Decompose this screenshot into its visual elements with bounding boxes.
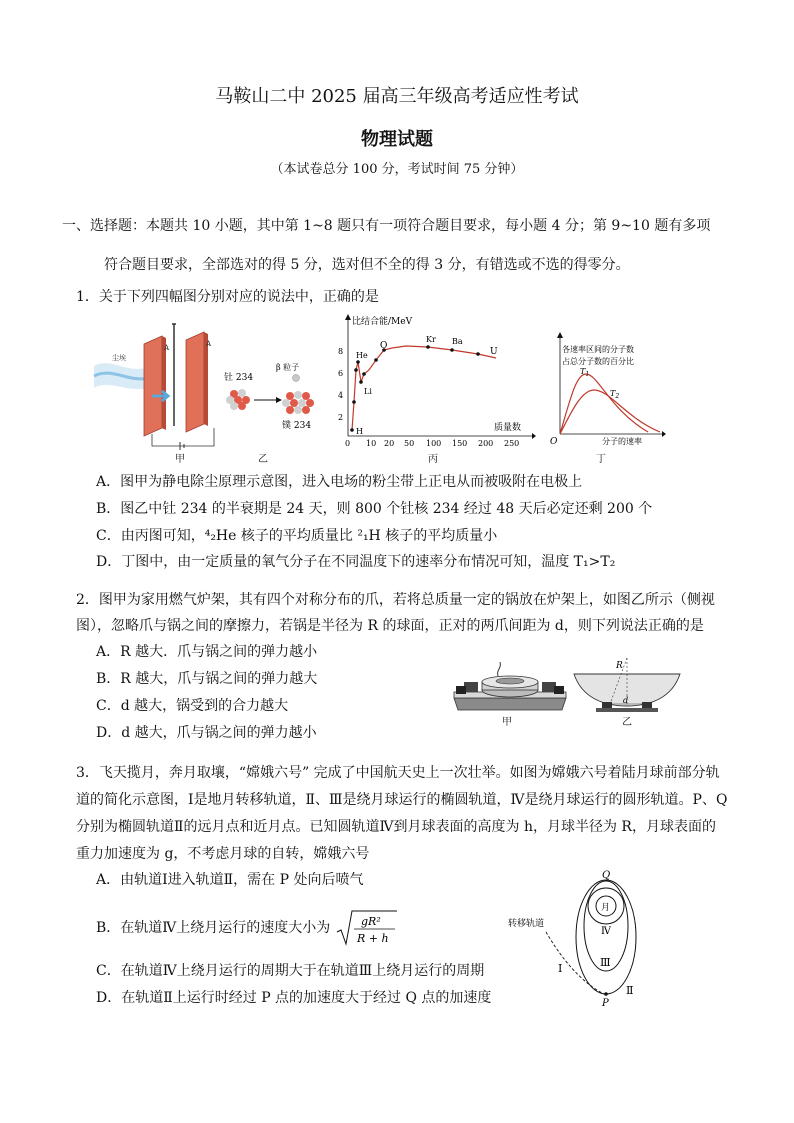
q2-option-c: C．d 越大，锅受到的合力越大 xyxy=(96,698,289,714)
q3-option-b xyxy=(96,908,399,948)
q1-yi-th234: 钍 234 xyxy=(224,373,254,383)
q2-option-a: A．R 越大．爪与锅之间的弹力越小 xyxy=(96,644,318,660)
svg-text:10: 10 xyxy=(366,439,377,448)
exam-title: 马鞍山二中 2025 届高三年级高考适应性考试 xyxy=(215,86,579,107)
q3-fig-transfer-label: 转移轨道 xyxy=(508,919,545,929)
q3-fig-P: P xyxy=(602,998,609,1009)
svg-text:H: H xyxy=(356,427,363,436)
q1-jia-plate-a2: A xyxy=(206,340,212,348)
q3-option-b-prefix: B．在轨道Ⅳ上绕月运行的速度大小为 xyxy=(96,920,331,936)
svg-text:Kr: Kr xyxy=(426,335,436,344)
svg-text:Ba: Ba xyxy=(452,337,463,346)
q3-fig-IV: Ⅳ xyxy=(601,926,611,937)
svg-text:U: U xyxy=(490,347,498,357)
q3-fig-Q: Q xyxy=(602,870,611,881)
q1-fig-bing xyxy=(336,312,536,452)
svg-text:250: 250 xyxy=(504,439,520,448)
q1-yi-beta: β 粒子 xyxy=(276,363,300,372)
q2-yi-d: d xyxy=(623,696,629,705)
q3-fig-III: Ⅲ xyxy=(600,956,611,969)
svg-text:Li: Li xyxy=(364,387,372,396)
q1-stem: 1．关于下列四幅图分别对应的说法中，正确的是 xyxy=(76,289,379,305)
svg-text:O: O xyxy=(380,341,388,351)
q2-yi-R: R xyxy=(616,661,623,671)
q1-fig-yi-label: 乙 xyxy=(258,454,268,465)
q3-option-b-den: R + h xyxy=(356,932,389,945)
q2-fig-jia-label: 甲 xyxy=(502,717,512,728)
q2-stem-line2: 图），忽略爪与锅之间的摩擦力，若锅是半径为 R 的球面，正对的两爪间距为 d，则下列说法正确的是 xyxy=(76,618,704,634)
q1-fig-bing-label: 丙 xyxy=(428,454,438,465)
svg-text:0: 0 xyxy=(345,439,351,448)
svg-text:50: 50 xyxy=(404,439,415,448)
q3-stem-line2: 道的简化示意图，Ⅰ是地月转移轨道，Ⅱ、Ⅲ是绕月球运行的椭圆轨道，Ⅳ是绕月球运行的圆形轨道。P、Q xyxy=(76,792,728,808)
q3-stem-line4: 重力加速度为 g，不考虑月球的自转，嫦娥六号 xyxy=(76,846,370,862)
q2-fig-jia xyxy=(450,660,570,716)
q1-bing-xlabel: 质量数 xyxy=(494,423,522,433)
q1-yi-pa-nucleus xyxy=(282,391,314,414)
q1-yi-th-nucleus xyxy=(226,389,250,410)
q1-fig-ding xyxy=(548,330,668,450)
svg-text:20: 20 xyxy=(384,439,395,448)
q2-option-b: B．R 越大，爪与锅之间的弹力越大 xyxy=(96,671,318,687)
q2-option-d: D．d 越大，爪与锅之间的弹力越小 xyxy=(96,725,317,741)
q3-fig-I: Ⅰ xyxy=(558,962,563,975)
svg-text:200: 200 xyxy=(478,439,494,448)
q3-option-b-sqrt xyxy=(335,908,399,948)
q1-ding-label2: 占总分子数的百分比 xyxy=(562,357,634,366)
q2-fig-yi xyxy=(572,654,682,716)
q1-bing-ylabel: 比结合能/MeV xyxy=(352,317,413,327)
subject-title: 物理试题 xyxy=(361,129,433,150)
svg-text:4: 4 xyxy=(338,391,344,400)
q1-ding-T2: $T_2$ xyxy=(610,389,620,400)
svg-text:2: 2 xyxy=(338,413,344,422)
q1-jia-dust-label: 尘埃 xyxy=(112,354,126,362)
q3-option-d: D．在轨道Ⅱ上运行时经过 P 点的加速度大于经过 Q 点的加速度 xyxy=(96,990,492,1006)
q1-ding-xlabel: 分子的速率 xyxy=(602,437,642,446)
q1-ding-origin: O xyxy=(550,437,558,447)
svg-text:6: 6 xyxy=(338,369,344,378)
q3-stem-line3: 分别为椭圆轨道Ⅱ的远月点和近月点。已知圆轨道Ⅳ到月球表面的高度为 h，月球半径为 R，月球表面的 xyxy=(76,819,716,835)
q1-fig-jia xyxy=(92,316,222,456)
q1-fig-jia-label: 甲 xyxy=(175,454,185,465)
q2-stem-line1: 2．图甲为家用燃气炉架，其有四个对称分布的爪，若将总质量一定的锅放在炉架上，如图乙所示（侧视 xyxy=(76,592,715,608)
q1-option-d: D．丁图中，由一定质量的氧气分子在不同温度下的速率分布情况可知，温度 T₁>T₂ xyxy=(96,554,616,570)
svg-text:100: 100 xyxy=(426,439,442,448)
q1-ding-label1: 各速率区间的分子数 xyxy=(562,345,634,354)
q1-option-a: A．图甲为静电除尘原理示意图，进入电场的粉尘带上正电从而被吸附在电极上 xyxy=(96,474,583,490)
svg-text:8: 8 xyxy=(338,347,344,356)
q3-option-c: C．在轨道Ⅳ上绕月运行的周期大于在轨道Ⅲ上绕月运行的周期 xyxy=(96,963,485,979)
q1-option-b: B．图乙中钍 234 的半衰期是 24 天，则 800 个钍核 234 经过 48 天后必定还剩 200 个 xyxy=(96,501,653,517)
exam-note: （本试卷总分 100 分，考试时间 75 分钟） xyxy=(270,162,524,177)
q1-option-c: C．由丙图可知，⁴₂He 核子的平均质量比 ²₁H 核子的平均质量小 xyxy=(96,528,498,544)
q1-ding-T1: $T_1$ xyxy=(580,367,590,378)
q3-option-b-num: gR² xyxy=(360,915,381,928)
q1-jia-plate-a1: A xyxy=(164,344,170,352)
q3-fig-orbits xyxy=(500,870,680,1010)
q1-fig-yi xyxy=(222,360,322,440)
q3-option-a: A．由轨道Ⅰ进入轨道Ⅱ，需在 P 处向后喷气 xyxy=(96,872,364,888)
q1-yi-pa234: 镤 234 xyxy=(282,421,312,431)
q1-fig-ding-label: 丁 xyxy=(596,454,606,465)
section-intro-line1: 一、选择题：本题共 10 小题，其中第 1~8 题只有一项符合题目要求，每小题 4 分；第 9~10 题有多项 xyxy=(62,218,711,234)
svg-text:150: 150 xyxy=(452,439,468,448)
svg-text:He: He xyxy=(356,351,368,360)
section-intro-line2: 符合题目要求，全部选对的得 5 分，选对但不全的得 3 分，有错选或不选的得零分。 xyxy=(104,257,630,273)
q3-fig-II: Ⅱ xyxy=(626,984,634,997)
q3-fig-moon: 月 xyxy=(601,903,611,913)
q3-stem-line1: 3．飞天揽月，奔月取壤，“嫦娥六号” 完成了中国航天史上一次壮举。如图为嫦娥六号着陆月球前部分轨 xyxy=(76,765,720,781)
q2-fig-yi-label: 乙 xyxy=(622,717,632,728)
